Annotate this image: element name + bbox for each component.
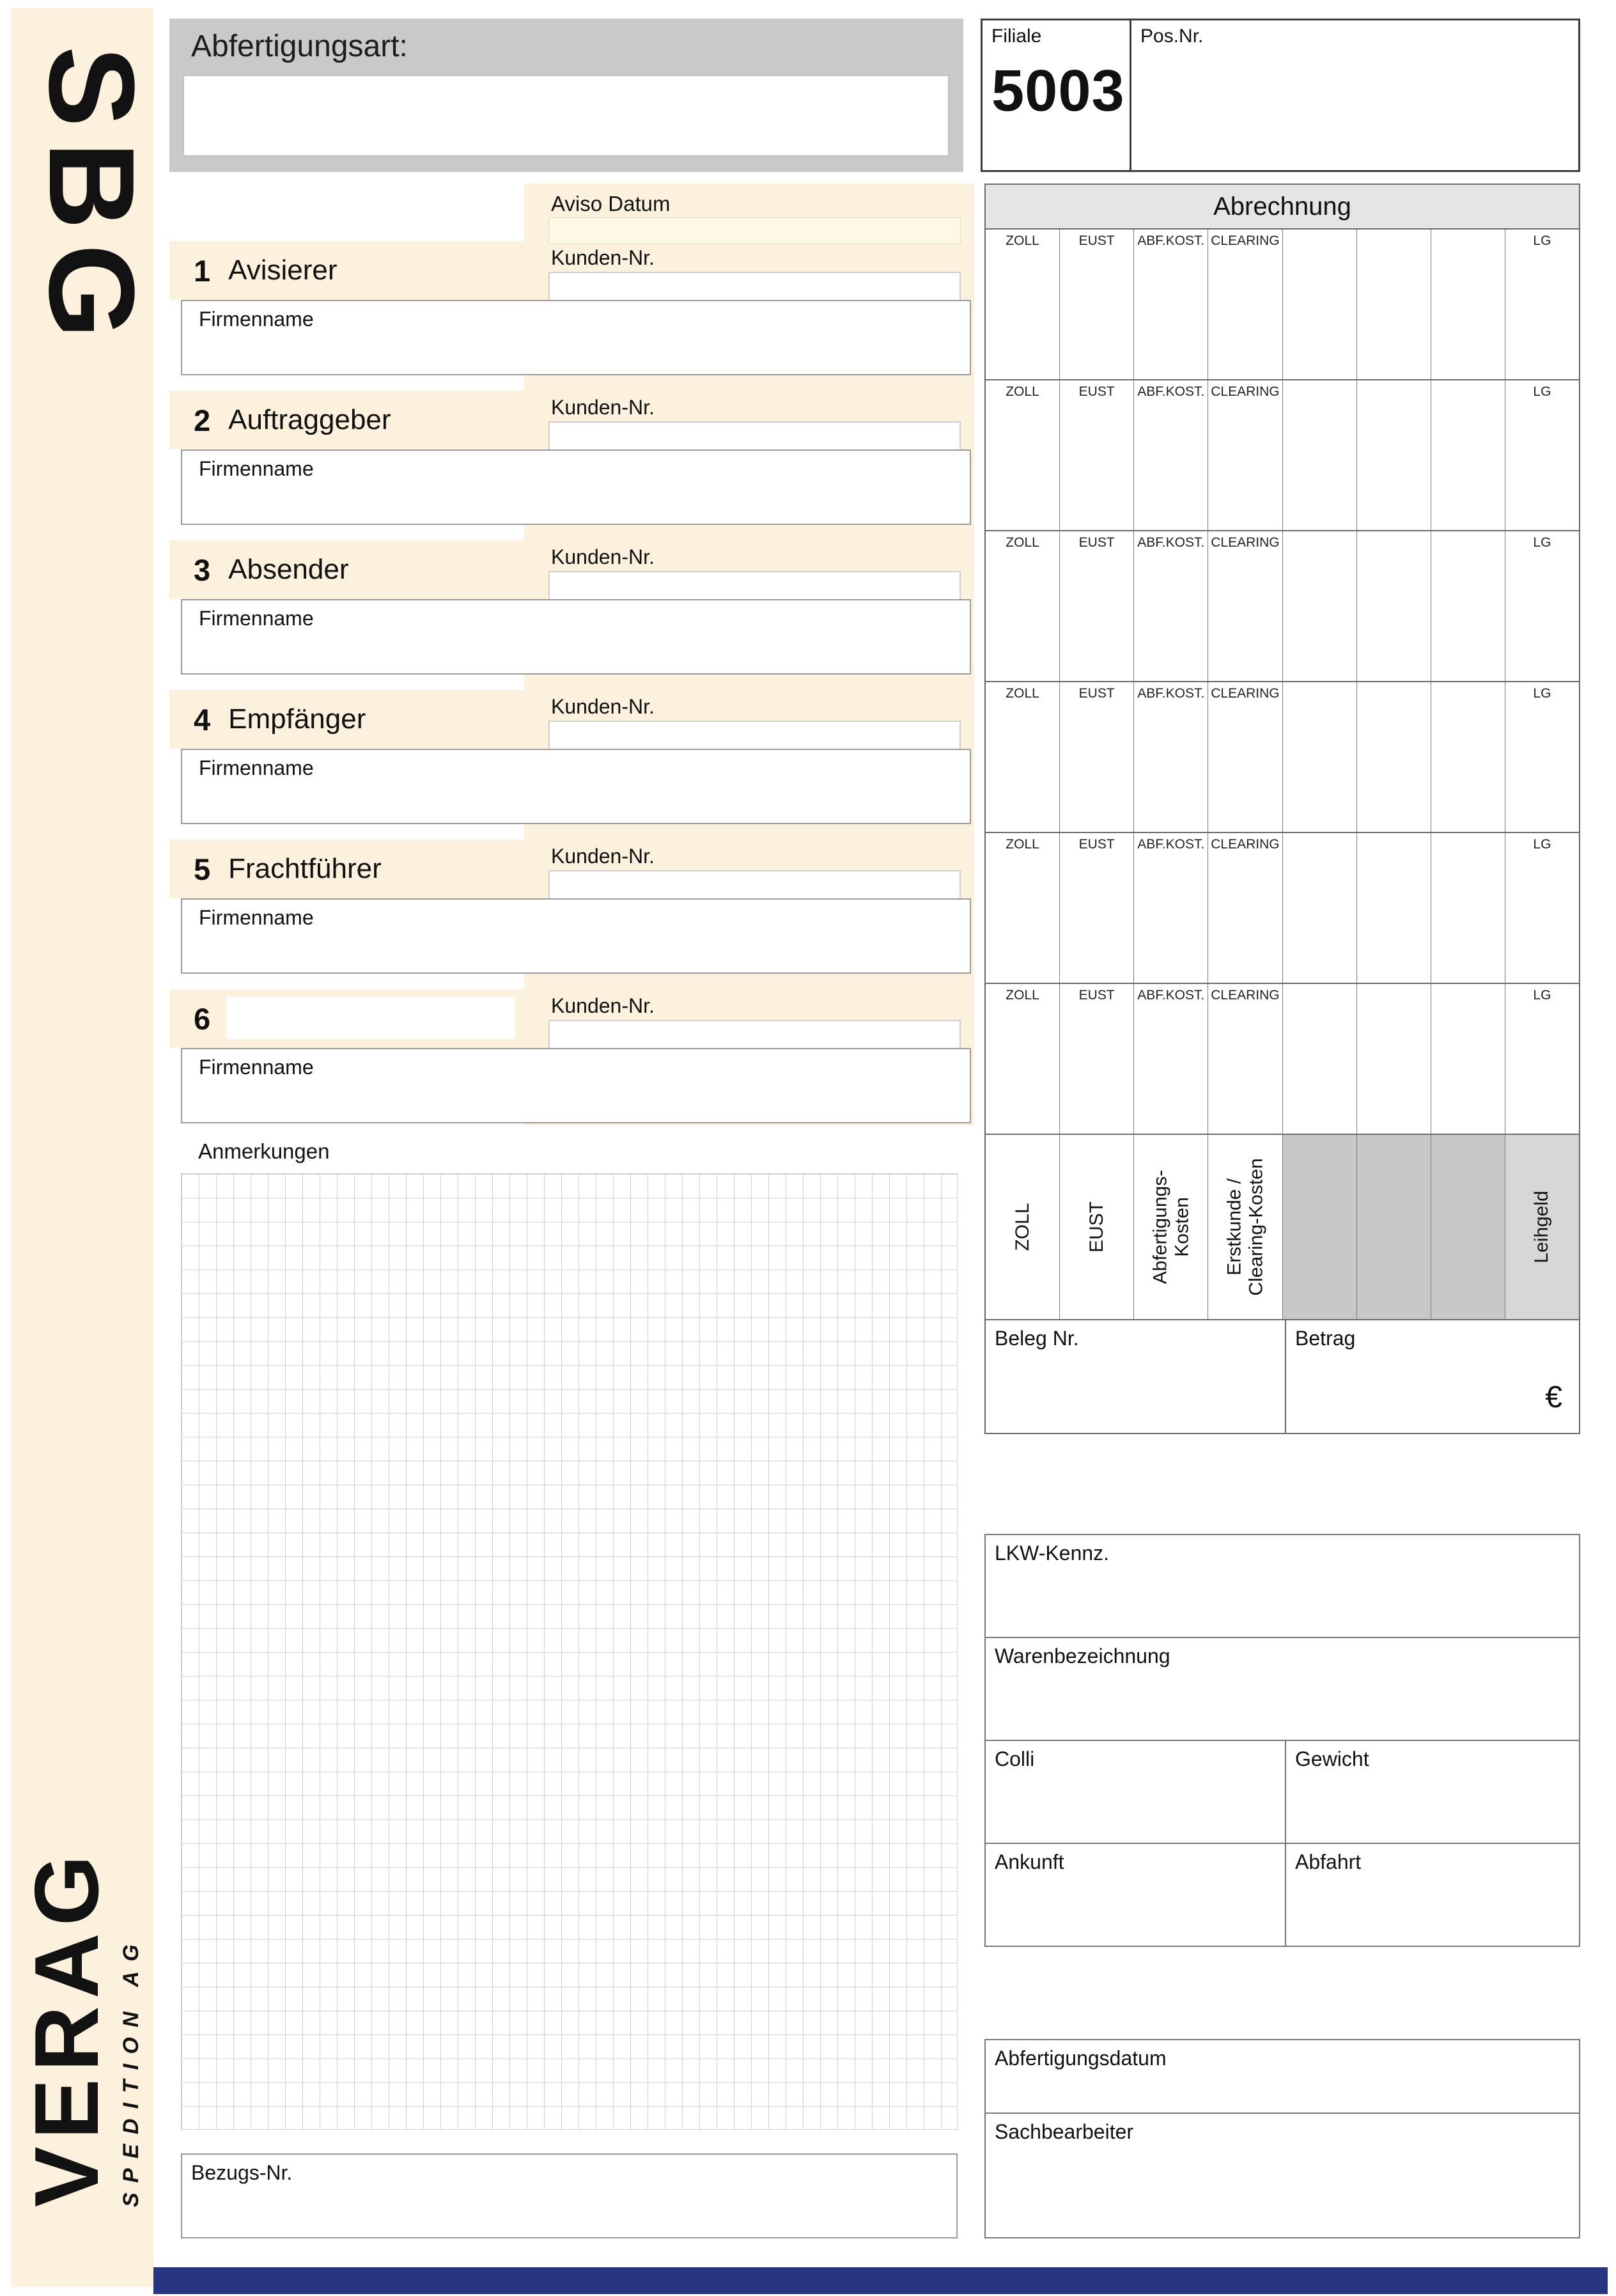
vertical-label-clearing-kosten bbox=[1208, 1135, 1282, 1319]
firmenname-label: Firmenname bbox=[199, 607, 314, 630]
abrechnung-cell-abfkost[interactable] bbox=[1133, 230, 1208, 379]
colli-label: Colli bbox=[995, 1747, 1035, 1770]
col-header-abfkost: ABF.KOST. bbox=[1137, 837, 1205, 852]
col-header-clearing: CLEARING bbox=[1211, 384, 1280, 399]
abrechnung-cell-eust[interactable] bbox=[1059, 682, 1133, 832]
abrechnung-cell-zoll[interactable] bbox=[986, 984, 1059, 1134]
abrechnung-cell-lg[interactable] bbox=[1505, 531, 1579, 681]
col-header-abfkost: ABF.KOST. bbox=[1137, 535, 1205, 550]
bezugs-nr-label: Bezugs-Nr. bbox=[191, 2161, 293, 2184]
euro-sign: € bbox=[1545, 1380, 1562, 1414]
kunden-nr-field[interactable] bbox=[548, 421, 961, 451]
vertical-label-eust bbox=[1059, 1135, 1133, 1319]
col-header-eust: EUST bbox=[1078, 686, 1115, 701]
abrechnung-cell-lg[interactable] bbox=[1505, 984, 1579, 1134]
abrechnung-cell-zoll[interactable] bbox=[986, 833, 1059, 983]
bezugs-nr-field[interactable] bbox=[181, 2153, 958, 2238]
col-header-clearing: CLEARING bbox=[1211, 988, 1280, 1003]
section-header bbox=[169, 840, 524, 898]
abfertigungsdatum-field[interactable] bbox=[986, 2040, 1579, 2112]
section-header bbox=[169, 690, 524, 749]
firmenname-label: Firmenname bbox=[199, 457, 314, 480]
lkw-kennz-label: LKW-Kennz. bbox=[995, 1542, 1110, 1565]
kunden-nr-field[interactable] bbox=[548, 272, 961, 301]
col-header-lg: LG bbox=[1533, 988, 1551, 1003]
processing-box bbox=[984, 2039, 1580, 2238]
betrag-label: Betrag bbox=[1295, 1327, 1356, 1350]
vlabel-line: Leihgeld bbox=[1531, 1191, 1553, 1263]
sbg-logo: SBG bbox=[24, 46, 159, 354]
verag-logo bbox=[16, 1848, 144, 2207]
warenbezeichnung-field[interactable] bbox=[986, 1638, 1579, 1740]
lkw-kennz-field[interactable] bbox=[986, 1535, 1579, 1637]
abrechnung-cell-zoll[interactable] bbox=[986, 230, 1059, 379]
section-number: 1 bbox=[194, 253, 211, 288]
abrechnung-cell-blank-3[interactable] bbox=[1431, 984, 1505, 1134]
col-header-zoll: ZOLL bbox=[1006, 233, 1039, 248]
verag-subtitle: SPEDITION AG bbox=[119, 1934, 143, 2207]
vlabel-line: ZOLL bbox=[1011, 1203, 1033, 1251]
firmenname-box[interactable] bbox=[181, 1048, 971, 1123]
col-header-lg: LG bbox=[1533, 384, 1551, 399]
firmenname-box[interactable] bbox=[181, 300, 971, 375]
section-name: Avisierer bbox=[228, 254, 338, 286]
section-header bbox=[169, 540, 524, 599]
firmenname-label: Firmenname bbox=[199, 906, 314, 929]
abrechnung-table bbox=[984, 230, 1580, 1135]
col-header-zoll: ZOLL bbox=[1006, 535, 1039, 550]
section-header bbox=[169, 391, 524, 449]
abrechnung-cell-lg[interactable] bbox=[1505, 380, 1579, 530]
abrechnung-row bbox=[986, 681, 1579, 832]
gewicht-label: Gewicht bbox=[1295, 1747, 1369, 1770]
abrechnung-cell-blank-3[interactable] bbox=[1431, 531, 1505, 681]
col-header-eust: EUST bbox=[1078, 988, 1115, 1003]
abrechnung-title: Abrechnung bbox=[984, 184, 1580, 230]
col-header-lg: LG bbox=[1533, 837, 1551, 852]
abrechnung-cell-blank-2[interactable] bbox=[1356, 230, 1431, 379]
kunden-nr-field[interactable] bbox=[548, 1020, 961, 1049]
col-header-eust: EUST bbox=[1078, 233, 1115, 248]
section-header bbox=[169, 989, 524, 1048]
section-name: Empfänger bbox=[228, 703, 366, 735]
abrechnung-cell-zoll[interactable] bbox=[986, 531, 1059, 681]
kunden-nr-label: Kunden-Nr. bbox=[551, 994, 655, 1017]
abfertigungsart-field[interactable] bbox=[183, 75, 949, 156]
filiale-label: Filiale bbox=[991, 26, 1042, 47]
abrechnung-cell-zoll[interactable] bbox=[986, 380, 1059, 530]
abfertigungsart-box bbox=[169, 19, 963, 172]
firmenname-box[interactable] bbox=[181, 449, 971, 525]
abrechnung-cell-eust[interactable] bbox=[1059, 833, 1133, 983]
filiale-value: 5003 bbox=[991, 58, 1125, 123]
abfahrt-field[interactable] bbox=[1286, 1844, 1579, 1946]
abrechnung-row bbox=[986, 230, 1579, 379]
kunden-nr-label: Kunden-Nr. bbox=[551, 246, 655, 269]
abrechnung-cell-lg[interactable] bbox=[1505, 833, 1579, 983]
abfahrt-label: Abfahrt bbox=[1295, 1850, 1362, 1873]
abrechnung-cell-clearing[interactable] bbox=[1208, 230, 1282, 379]
section-number: 6 bbox=[194, 1001, 211, 1036]
col-header-zoll: ZOLL bbox=[1006, 988, 1039, 1003]
section6-name-field[interactable] bbox=[226, 997, 515, 1039]
section-number: 4 bbox=[194, 702, 211, 737]
aviso-datum-label: Aviso Datum bbox=[551, 192, 671, 215]
abrechnung-cell-blank-3[interactable] bbox=[1431, 230, 1505, 379]
aviso-datum-field[interactable] bbox=[548, 217, 961, 244]
betrag-field[interactable] bbox=[1286, 1320, 1579, 1433]
section-name: Absender bbox=[228, 554, 349, 585]
abrechnung-row bbox=[986, 832, 1579, 983]
posnr-field[interactable] bbox=[1131, 20, 1578, 170]
filiale-posnr-box bbox=[981, 19, 1580, 172]
abrechnung-row bbox=[986, 983, 1579, 1134]
col-header-zoll: ZOLL bbox=[1006, 384, 1039, 399]
col-header-abfkost: ABF.KOST. bbox=[1137, 988, 1205, 1003]
col-header-lg: LG bbox=[1533, 686, 1551, 701]
col-header-lg: LG bbox=[1533, 535, 1551, 550]
abrechnung-cell-blank-1[interactable] bbox=[1282, 230, 1356, 379]
kunden-nr-label: Kunden-Nr. bbox=[551, 845, 655, 868]
posnr-label: Pos.Nr. bbox=[1140, 26, 1204, 47]
ankunft-field[interactable] bbox=[986, 1844, 1286, 1946]
kunden-nr-field[interactable] bbox=[548, 721, 961, 750]
colli-gewicht-row bbox=[986, 1740, 1579, 1843]
vertical-cell-empty-1 bbox=[1282, 1135, 1356, 1319]
abfertigungsdatum-label: Abfertigungsdatum bbox=[995, 2047, 1167, 2070]
kunden-nr-label: Kunden-Nr. bbox=[551, 396, 655, 419]
vlabel-line: Erstkunde / bbox=[1224, 1178, 1245, 1276]
shipment-box bbox=[984, 1534, 1580, 1947]
vertical-cell-empty-3 bbox=[1431, 1135, 1505, 1319]
firmenname-box[interactable] bbox=[181, 898, 971, 974]
vlabel-line: Kosten bbox=[1170, 1197, 1192, 1257]
col-header-clearing: CLEARING bbox=[1211, 686, 1280, 701]
abrechnung-cell-clearing[interactable] bbox=[1208, 682, 1282, 832]
abrechnung-cell-blank-1[interactable] bbox=[1282, 682, 1356, 832]
abrechnung-cell-clearing[interactable] bbox=[1208, 984, 1282, 1134]
col-header-eust: EUST bbox=[1078, 384, 1115, 399]
gewicht-field[interactable] bbox=[1286, 1741, 1579, 1843]
abrechnung-cell-blank-1[interactable] bbox=[1282, 531, 1356, 681]
abrechnung-cell-blank-1[interactable] bbox=[1282, 984, 1356, 1134]
vertical-label-leihgeld bbox=[1505, 1135, 1579, 1319]
section-number: 3 bbox=[194, 552, 211, 587]
abrechnung-cell-blank-2[interactable] bbox=[1356, 531, 1431, 681]
abrechnung-cell-lg[interactable] bbox=[1505, 230, 1579, 379]
vertical-label-zoll bbox=[986, 1135, 1059, 1319]
kunden-nr-field[interactable] bbox=[548, 571, 961, 600]
kunden-nr-label: Kunden-Nr. bbox=[551, 695, 655, 718]
abrechnung-vertical-labels bbox=[984, 1135, 1580, 1320]
abrechnung-cell-blank-2[interactable] bbox=[1356, 682, 1431, 832]
abrechnung-cell-abfkost[interactable] bbox=[1133, 531, 1208, 681]
abrechnung-cell-blank-1[interactable] bbox=[1282, 380, 1356, 530]
firmenname-box[interactable] bbox=[181, 749, 971, 824]
abrechnung-cell-eust[interactable] bbox=[1059, 380, 1133, 530]
abrechnung-cell-eust[interactable] bbox=[1059, 230, 1133, 379]
beleg-nr-field[interactable] bbox=[986, 1320, 1286, 1433]
col-header-eust: EUST bbox=[1078, 837, 1115, 852]
anmerkungen-label: Anmerkungen bbox=[198, 1139, 330, 1163]
colli-field[interactable] bbox=[986, 1741, 1286, 1843]
sachbearbeiter-field[interactable] bbox=[986, 2112, 1579, 2237]
abrechnung-row bbox=[986, 379, 1579, 530]
section-header bbox=[169, 241, 524, 300]
abrechnung-cell-blank-3[interactable] bbox=[1431, 682, 1505, 832]
abrechnung-cell-eust[interactable] bbox=[1059, 531, 1133, 681]
abrechnung-cell-clearing[interactable] bbox=[1208, 531, 1282, 681]
waren-row bbox=[986, 1637, 1579, 1740]
abrechnung-cell-blank-1[interactable] bbox=[1282, 833, 1356, 983]
abrechnung-cell-blank-2[interactable] bbox=[1356, 380, 1431, 530]
warenbezeichnung-label: Warenbezeichnung bbox=[995, 1644, 1170, 1667]
col-header-abfkost: ABF.KOST. bbox=[1137, 686, 1205, 701]
vertical-cell-empty-2 bbox=[1356, 1135, 1431, 1319]
col-header-abfkost: ABF.KOST. bbox=[1137, 384, 1205, 399]
ankunft-abfahrt-row bbox=[986, 1843, 1579, 1946]
vlabel-line: EUST bbox=[1085, 1201, 1107, 1253]
lkw-row bbox=[986, 1535, 1579, 1637]
vlabel-line: Abfertigungs- bbox=[1149, 1169, 1171, 1285]
kunden-nr-field[interactable] bbox=[548, 870, 961, 900]
abrechnung-cell-abfkost[interactable] bbox=[1133, 833, 1208, 983]
abrechnung-cell-blank-3[interactable] bbox=[1431, 833, 1505, 983]
abrechnung-cell-blank-2[interactable] bbox=[1356, 833, 1431, 983]
section-number: 5 bbox=[194, 852, 211, 886]
footer-bar bbox=[153, 2267, 1608, 2294]
abrechnung-cell-lg[interactable] bbox=[1505, 682, 1579, 832]
verag-wordmark: VERAG bbox=[16, 1848, 118, 2207]
col-header-abfkost: ABF.KOST. bbox=[1137, 233, 1205, 248]
abrechnung-cell-abfkost[interactable] bbox=[1133, 984, 1208, 1134]
abrechnung-cell-eust[interactable] bbox=[1059, 984, 1133, 1134]
firmenname-box[interactable] bbox=[181, 599, 971, 675]
section-name: Auftraggeber bbox=[228, 404, 391, 435]
col-header-eust: EUST bbox=[1078, 535, 1115, 550]
kunden-nr-label: Kunden-Nr. bbox=[551, 545, 655, 568]
sachbearbeiter-label: Sachbearbeiter bbox=[995, 2120, 1134, 2143]
abrechnung-cell-abfkost[interactable] bbox=[1133, 380, 1208, 530]
col-header-zoll: ZOLL bbox=[1006, 837, 1039, 852]
abrechnung-cell-blank-2[interactable] bbox=[1356, 984, 1431, 1134]
abrechnung-cell-abfkost[interactable] bbox=[1133, 682, 1208, 832]
section-name: Frachtführer bbox=[228, 853, 382, 884]
vertical-label-abfertigungskosten bbox=[1133, 1135, 1208, 1319]
vlabel-line: Clearing-Kosten bbox=[1245, 1158, 1266, 1296]
abrechnung-cell-blank-3[interactable] bbox=[1431, 380, 1505, 530]
col-header-clearing: CLEARING bbox=[1211, 837, 1280, 852]
col-header-zoll: ZOLL bbox=[1006, 686, 1039, 701]
abfertigungsart-label: Abfertigungsart: bbox=[191, 29, 408, 63]
filiale-cell bbox=[983, 20, 1131, 170]
firmenname-label: Firmenname bbox=[199, 756, 314, 779]
beleg-nr-label: Beleg Nr. bbox=[995, 1327, 1079, 1350]
col-header-clearing: CLEARING bbox=[1211, 535, 1280, 550]
col-header-clearing: CLEARING bbox=[1211, 233, 1280, 248]
ankunft-label: Ankunft bbox=[995, 1850, 1064, 1873]
anmerkungen-grid[interactable] bbox=[181, 1173, 958, 2130]
abrechnung-row bbox=[986, 530, 1579, 681]
firmenname-label: Firmenname bbox=[199, 1056, 314, 1079]
beleg-betrag-box bbox=[984, 1320, 1580, 1434]
col-header-lg: LG bbox=[1533, 233, 1551, 248]
abrechnung-cell-clearing[interactable] bbox=[1208, 380, 1282, 530]
abrechnung-cell-zoll[interactable] bbox=[986, 682, 1059, 832]
section-number: 2 bbox=[194, 403, 211, 437]
abrechnung-cell-clearing[interactable] bbox=[1208, 833, 1282, 983]
firmenname-label: Firmenname bbox=[199, 308, 314, 331]
